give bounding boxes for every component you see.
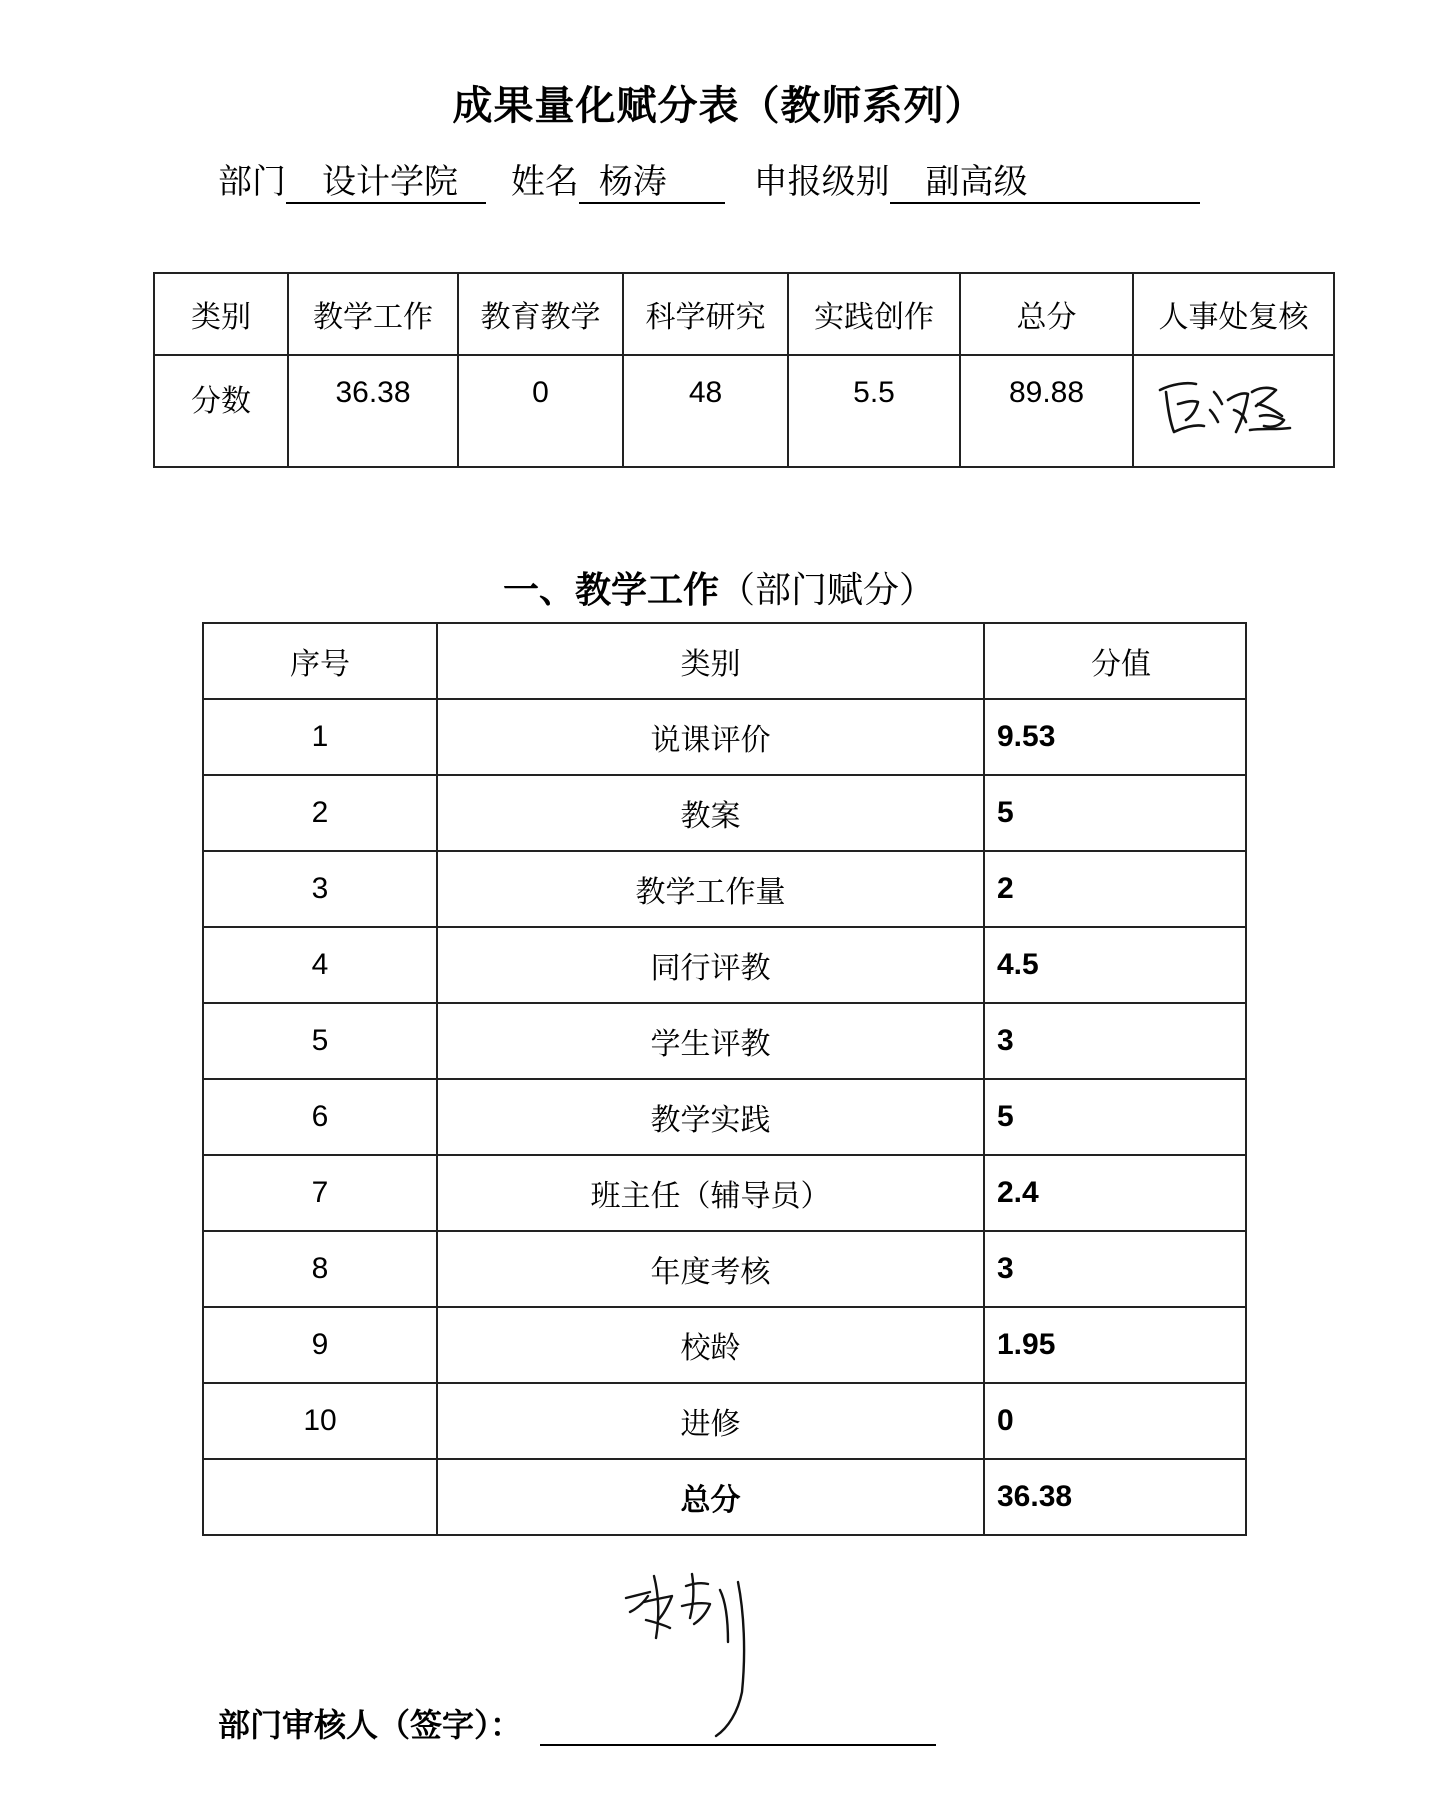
row-number: 10	[203, 1383, 437, 1459]
table-row	[203, 927, 1246, 1003]
row-category: 同行评教	[437, 927, 984, 1003]
row-category: 学生评教	[437, 1003, 984, 1079]
section-heading	[0, 562, 1438, 613]
summary-header-cell: 总分	[960, 273, 1133, 355]
row-score: 1.95	[984, 1307, 1246, 1383]
reviewer-signature-line	[540, 1744, 936, 1746]
practice-creation-score: 5.5	[788, 355, 960, 467]
summary-header-cell: 科学研究	[623, 273, 788, 355]
row-score: 3	[984, 1231, 1246, 1307]
dept-value: 设计学院	[286, 162, 486, 204]
row-number: 1	[203, 699, 437, 775]
row-category: 班主任（辅导员）	[437, 1155, 984, 1231]
page-title: 成果量化赋分表（教师系列）	[452, 83, 986, 129]
level-value: 副高级	[890, 162, 1200, 204]
table-row	[203, 1155, 1246, 1231]
row-category: 教案	[437, 775, 984, 851]
table-row	[203, 1307, 1246, 1383]
total-label: 总分	[437, 1459, 984, 1535]
header-serial: 序号	[203, 623, 437, 699]
teaching-work-table	[202, 622, 1247, 1536]
summary-header-cell: 人事处复核	[1133, 273, 1334, 355]
header-category: 类别	[437, 623, 984, 699]
hr-signature	[1152, 370, 1302, 450]
row-number: 8	[203, 1231, 437, 1307]
row-score: 2.4	[984, 1155, 1246, 1231]
summary-header-row	[154, 273, 1334, 355]
total-score: 89.88	[960, 355, 1133, 467]
row-category: 教学实践	[437, 1079, 984, 1155]
summary-header-cell: 教育教学	[458, 273, 623, 355]
total-row	[203, 1459, 1246, 1535]
row-score: 9.53	[984, 699, 1246, 775]
reviewer-label: 部门审核人（签字）：	[218, 1706, 523, 1744]
reviewer-signature	[620, 1562, 770, 1742]
table-row	[203, 699, 1246, 775]
name-label: 姓名	[510, 162, 579, 202]
research-score: 48	[623, 355, 788, 467]
table-row	[203, 851, 1246, 927]
row-number: 5	[203, 1003, 437, 1079]
total-value: 36.38	[984, 1459, 1246, 1535]
summary-header-cell: 类别	[154, 273, 288, 355]
row-category: 教学工作量	[437, 851, 984, 927]
row-category: 说课评价	[437, 699, 984, 775]
summary-header-cell: 教学工作	[288, 273, 458, 355]
row-category: 进修	[437, 1383, 984, 1459]
name-value: 杨涛	[579, 162, 725, 204]
row-number: 2	[203, 775, 437, 851]
row-number: 9	[203, 1307, 437, 1383]
level-label: 申报级别	[753, 162, 890, 202]
row-category: 校龄	[437, 1307, 984, 1383]
row-number: 6	[203, 1079, 437, 1155]
table-row	[203, 1003, 1246, 1079]
table-row	[203, 1383, 1246, 1459]
row-score: 5	[984, 1079, 1246, 1155]
table-row	[203, 1079, 1246, 1155]
row-score: 4.5	[984, 927, 1246, 1003]
row-score: 3	[984, 1003, 1246, 1079]
dept-label: 部门	[218, 162, 286, 202]
row-score: 5	[984, 775, 1246, 851]
teaching-work-score: 36.38	[288, 355, 458, 467]
row-number: 7	[203, 1155, 437, 1231]
summary-header-cell: 实践创作	[788, 273, 960, 355]
row-number: 3	[203, 851, 437, 927]
table-row	[203, 775, 1246, 851]
header-score: 分值	[984, 623, 1246, 699]
row-score: 0	[984, 1383, 1246, 1459]
applicant-info-line	[218, 154, 1200, 204]
section-subtitle: （部门赋分）	[719, 570, 936, 611]
education-teaching-score: 0	[458, 355, 623, 467]
detail-header-row	[203, 623, 1246, 699]
total-row-empty-cell	[203, 1459, 437, 1535]
row-number: 4	[203, 927, 437, 1003]
section-title: 一、教学工作	[502, 570, 719, 611]
row-category: 年度考核	[437, 1231, 984, 1307]
row-score: 2	[984, 851, 1246, 927]
table-row	[203, 1231, 1246, 1307]
summary-row-label: 分数	[154, 355, 288, 467]
